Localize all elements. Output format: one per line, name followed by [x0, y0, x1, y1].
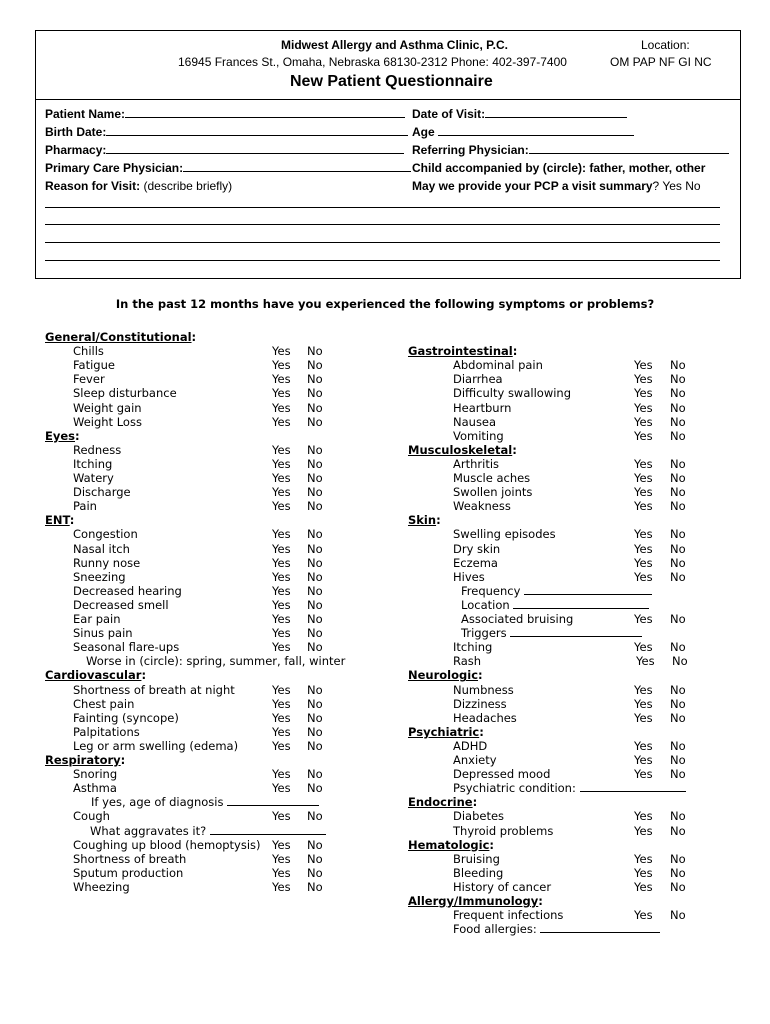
no-option[interactable]: No	[670, 879, 686, 894]
symptom-headaches: Headaches	[453, 710, 517, 725]
section-musculoskeletal-text: Musculoskeletal	[408, 442, 513, 457]
yes-option[interactable]: Yes	[634, 555, 653, 570]
yes-option[interactable]: Yes	[272, 837, 291, 852]
no-option[interactable]: No	[307, 456, 323, 471]
yes-option[interactable]: Yes	[272, 372, 291, 387]
no-option[interactable]: No	[670, 640, 686, 655]
no-option[interactable]: No	[307, 738, 323, 753]
symptom-decreased-hearing: Decreased hearing	[73, 583, 182, 598]
symptom-nausea: Nausea	[453, 414, 497, 429]
field-label: Food allergies:	[453, 922, 541, 937]
seasonal-worse-in[interactable]: Worse in (circle): spring, summer, fall, winter	[86, 654, 346, 669]
date-of-visit-blank[interactable]	[485, 107, 627, 118]
no-option[interactable]: No	[307, 851, 323, 866]
yes-option[interactable]: Yes	[272, 626, 291, 641]
pharmacy-label: Pharmacy:	[45, 143, 107, 157]
symptom-wheezing: Wheezing	[73, 879, 130, 894]
yes-option[interactable]: Yes	[272, 456, 291, 471]
no-option[interactable]: No	[670, 569, 686, 584]
page-title: New Patient Questionnaire	[290, 73, 493, 90]
child-accompanied-field[interactable]: Child accompanied by (circle): father, mother, other	[412, 161, 706, 175]
symptom-fatigue: Fatigue	[73, 358, 115, 373]
section-psychiatric-text: Psychiatric	[408, 724, 480, 739]
field-label: Frequency	[461, 583, 525, 598]
no-option[interactable]: No	[307, 442, 323, 457]
yes-option[interactable]: Yes	[634, 400, 653, 415]
birth-date-blank[interactable]	[106, 125, 408, 136]
yes-option[interactable]: Yes	[634, 767, 653, 782]
symptom-pain: Pain	[73, 499, 97, 514]
reason-line-2[interactable]	[45, 224, 720, 225]
no-option[interactable]: No	[670, 386, 686, 401]
yes-option[interactable]: Yes	[272, 541, 291, 556]
yes-option[interactable]: Yes	[272, 386, 291, 401]
no-option[interactable]: No	[307, 344, 323, 359]
section-hematologic-text: Hematologic	[408, 837, 490, 852]
no-option[interactable]: No	[307, 485, 323, 500]
reason-line-3[interactable]	[45, 242, 720, 243]
symptom-dizziness: Dizziness	[453, 696, 507, 711]
symptom-adhd: ADHD	[453, 738, 488, 753]
field-label: If yes, age of diagnosis	[91, 795, 228, 810]
no-option[interactable]: No	[307, 879, 323, 894]
no-option[interactable]: No	[672, 654, 688, 669]
birth-date-label: Birth Date:	[45, 125, 107, 139]
symptom-diabetes: Diabetes	[453, 809, 505, 824]
no-option[interactable]: No	[670, 358, 686, 373]
field-label: What aggravates it?	[90, 823, 210, 838]
symptom-fainting-syncope: Fainting (syncope)	[73, 710, 179, 725]
no-option[interactable]: No	[307, 640, 323, 655]
pharmacy-blank[interactable]	[106, 143, 404, 154]
symptom-leg-or-arm-swelling-edema: Leg or arm swelling (edema)	[73, 738, 239, 753]
no-option[interactable]: No	[670, 527, 686, 542]
yes-option[interactable]: Yes	[634, 710, 653, 725]
no-option[interactable]: No	[307, 527, 323, 542]
section-general-constitutional-text: General/Constitutional	[45, 330, 192, 344]
section-gastrointestinal-text: Gastrointestinal	[408, 344, 513, 359]
symptom-chills: Chills	[73, 344, 104, 359]
yes-option[interactable]: Yes	[272, 738, 291, 753]
symptom-cough: Cough	[73, 809, 110, 824]
colon: :	[538, 894, 543, 908]
yes-option[interactable]: Yes	[272, 442, 291, 457]
yes-option[interactable]: Yes	[634, 386, 653, 401]
symptom-frequent-infections: Frequent infections	[453, 908, 564, 923]
no-option[interactable]: No	[307, 569, 323, 584]
no-option[interactable]: No	[307, 400, 323, 415]
symptom-itching: Itching	[453, 640, 493, 655]
yes-option[interactable]: Yes	[272, 612, 291, 626]
yes-option[interactable]: Yes	[634, 372, 653, 387]
yes-option[interactable]: Yes	[634, 428, 653, 443]
yes-option[interactable]: Yes	[634, 456, 653, 471]
section-allergy-immunology	[408, 894, 543, 908]
section-endocrine	[408, 795, 477, 809]
section-neurologic-text: Neurologic	[408, 668, 479, 683]
patient-name-field[interactable]	[45, 107, 405, 121]
symptom-fever: Fever	[73, 372, 105, 387]
field-if-yes-age-of-diagnosis[interactable]	[91, 795, 319, 809]
yes-option[interactable]: Yes	[634, 753, 653, 767]
symptom-asthma: Asthma	[73, 781, 117, 796]
no-option[interactable]: No	[670, 767, 686, 782]
no-option[interactable]: No	[307, 781, 323, 796]
patient-name-label: Patient Name:	[45, 107, 126, 121]
pcp-summary-label: May we provide your PCP a visit summary	[412, 179, 653, 193]
symptom-difficulty-swallowing: Difficulty swallowing	[453, 386, 572, 401]
referring-physician-label: Referring Physician:	[412, 143, 529, 157]
location-label: Location:	[641, 38, 690, 52]
patient-name-blank[interactable]	[125, 107, 405, 118]
symptom-sneezing: Sneezing	[73, 569, 126, 584]
no-option[interactable]: No	[307, 499, 323, 514]
no-option[interactable]: No	[307, 583, 323, 598]
symptom-bruising: Bruising	[453, 851, 500, 866]
no-option[interactable]: No	[670, 400, 686, 415]
symptom-chest-pain: Chest pain	[73, 696, 135, 711]
section-neurologic	[408, 668, 483, 682]
yes-option[interactable]: Yes	[634, 414, 653, 429]
no-option[interactable]: No	[670, 541, 686, 556]
symptom-shortness-of-breath-at-night: Shortness of breath at night	[73, 682, 235, 697]
yes-option[interactable]: Yes	[272, 358, 291, 373]
no-option[interactable]: No	[307, 471, 323, 485]
field-blank[interactable]	[540, 922, 660, 933]
yes-option[interactable]: Yes	[272, 400, 291, 415]
referring-physician-field[interactable]	[412, 143, 729, 157]
no-option[interactable]: No	[670, 471, 686, 485]
yes-option[interactable]: Yes	[272, 809, 291, 824]
date-of-visit-field[interactable]	[412, 107, 627, 121]
symptom-palpitations: Palpitations	[73, 724, 140, 739]
survey-question: In the past 12 months have you experienced the following symptoms or problems?	[115, 297, 655, 311]
field-blank[interactable]	[227, 795, 319, 806]
no-option[interactable]: No	[307, 414, 323, 429]
reason-hint: (describe briefly)	[140, 179, 233, 193]
colon: :	[512, 442, 517, 457]
reason-line-1[interactable]	[45, 207, 720, 208]
yes-option[interactable]: Yes	[272, 865, 291, 880]
header-divider	[35, 99, 741, 100]
clinic-address-phone: 16945 Frances St., Omaha, Nebraska 68130-2312 Phone: 402-397-7400	[178, 55, 567, 69]
location-options: OM PAP NF GI NC	[610, 55, 712, 69]
section-allergy-immunology-text: Allergy/Immunology	[408, 894, 539, 908]
no-option[interactable]: No	[670, 865, 686, 880]
yes-option[interactable]: Yes	[634, 865, 653, 880]
section-ent	[45, 513, 74, 527]
section-ent-text: ENT	[45, 513, 70, 528]
no-option[interactable]: No	[307, 696, 323, 711]
symptom-depressed-mood: Depressed mood	[453, 767, 551, 782]
no-option[interactable]: No	[670, 696, 686, 711]
section-respiratory-text: Respiratory	[45, 753, 121, 767]
colon: :	[478, 668, 483, 683]
yes-option[interactable]: Yes	[272, 879, 291, 894]
yes-option[interactable]: Yes	[634, 696, 653, 711]
yes-option[interactable]: Yes	[634, 851, 653, 866]
no-option[interactable]: No	[307, 724, 323, 739]
field-triggers[interactable]	[461, 626, 642, 640]
symptom-ear-pain: Ear pain	[73, 612, 121, 626]
yes-option[interactable]: Yes	[272, 767, 291, 782]
symptom-abdominal-pain: Abdominal pain	[453, 358, 543, 373]
yes-option[interactable]: Yes	[272, 696, 291, 711]
yes-option[interactable]: Yes	[272, 555, 291, 570]
field-blank[interactable]	[524, 584, 652, 595]
yes-option[interactable]: Yes	[272, 527, 291, 542]
yes-option[interactable]: Yes	[634, 358, 653, 373]
yes-option[interactable]: Yes	[272, 344, 291, 359]
no-option[interactable]: No	[307, 597, 323, 612]
yes-option[interactable]: Yes	[272, 569, 291, 584]
age-blank[interactable]	[438, 125, 634, 136]
no-option[interactable]: No	[307, 612, 323, 626]
colon: :	[75, 428, 80, 443]
field-blank[interactable]	[510, 626, 642, 637]
symptom-diarrhea: Diarrhea	[453, 372, 503, 387]
field-location[interactable]	[461, 598, 649, 612]
section-musculoskeletal	[408, 443, 517, 457]
yes-option[interactable]: Yes	[272, 485, 291, 500]
section-cardiovascular	[45, 668, 146, 682]
symptom-sleep-disturbance: Sleep disturbance	[73, 386, 177, 401]
yes-option[interactable]: Yes	[634, 541, 653, 556]
symptom-redness: Redness	[73, 442, 122, 457]
symptom-eczema: Eczema	[453, 555, 498, 570]
yes-option[interactable]: Yes	[634, 738, 653, 753]
symptom-hives: Hives	[453, 569, 485, 584]
yes-option[interactable]: Yes	[634, 640, 653, 655]
symptom-associated-bruising: Associated bruising	[461, 612, 574, 626]
no-option[interactable]: No	[670, 428, 686, 443]
no-option[interactable]: No	[307, 809, 323, 824]
symptom-sinus-pain: Sinus pain	[73, 626, 133, 641]
section-respiratory	[45, 753, 125, 767]
yes-option[interactable]: Yes	[634, 823, 653, 838]
no-option[interactable]: No	[670, 809, 686, 824]
field-frequency[interactable]	[461, 584, 652, 598]
symptom-vomiting: Vomiting	[453, 428, 504, 443]
yes-option[interactable]: Yes	[272, 640, 291, 655]
symptom-swollen-joints: Swollen joints	[453, 485, 533, 500]
section-endocrine-text: Endocrine	[408, 795, 473, 810]
field-label: Location	[461, 597, 514, 612]
section-eyes	[45, 429, 80, 443]
symptom-runny-nose: Runny nose	[73, 555, 141, 570]
symptom-seasonal-flare-ups: Seasonal flare-ups	[73, 640, 180, 655]
clinic-name: Midwest Allergy and Asthma Clinic, P.C.	[281, 38, 508, 52]
field-what-aggravates-it[interactable]	[90, 824, 326, 838]
yes-option[interactable]: Yes	[272, 583, 291, 598]
age-field[interactable]	[412, 125, 634, 139]
symptom-itching: Itching	[73, 456, 113, 471]
colon: :	[436, 513, 441, 528]
no-option[interactable]: No	[670, 372, 686, 387]
symptom-bleeding: Bleeding	[453, 865, 504, 880]
colon: :	[489, 837, 495, 852]
symptom-coughing-up-blood-hemoptysis: Coughing up blood (hemoptysis)	[73, 837, 261, 852]
reason-label: Reason for Visit:	[45, 179, 141, 193]
no-option[interactable]: No	[670, 710, 686, 725]
symptom-decreased-smell: Decreased smell	[73, 597, 169, 612]
field-psychiatric-condition[interactable]	[453, 781, 686, 795]
symptom-anxiety: Anxiety	[453, 753, 497, 767]
field-blank[interactable]	[210, 824, 326, 835]
field-food-allergies[interactable]	[453, 922, 660, 936]
no-option[interactable]: No	[307, 767, 323, 782]
yes-option[interactable]: Yes	[634, 569, 653, 584]
yes-option[interactable]: Yes	[272, 781, 291, 796]
no-option[interactable]: No	[670, 499, 686, 514]
no-option[interactable]: No	[307, 865, 323, 880]
pharmacy-field[interactable]	[45, 143, 404, 157]
colon: :	[141, 668, 147, 683]
no-option[interactable]: No	[307, 386, 323, 401]
yes-option[interactable]: Yes	[272, 682, 291, 697]
symptom-arthritis: Arthritis	[453, 456, 500, 471]
no-option[interactable]: No	[670, 753, 686, 767]
no-option[interactable]: No	[307, 372, 323, 387]
symptom-watery: Watery	[73, 471, 114, 485]
colon: :	[479, 724, 484, 739]
referring-physician-blank[interactable]	[529, 143, 729, 154]
yes-option[interactable]: Yes	[634, 682, 653, 697]
yes-option[interactable]: Yes	[272, 724, 291, 739]
colon: :	[120, 753, 126, 767]
section-hematologic	[408, 838, 494, 852]
symptom-muscle-aches: Muscle aches	[453, 471, 531, 485]
section-skin	[408, 513, 441, 527]
primary-care-label: Primary Care Physician:	[45, 161, 184, 175]
field-label: Psychiatric condition:	[453, 781, 580, 796]
yes-option[interactable]: Yes	[636, 654, 655, 669]
no-option[interactable]: No	[670, 738, 686, 753]
section-psychiatric	[408, 725, 484, 739]
no-option[interactable]: No	[670, 823, 686, 838]
no-option[interactable]: No	[670, 612, 686, 626]
yes-option[interactable]: Yes	[634, 485, 653, 500]
no-option[interactable]: No	[307, 682, 323, 697]
symptom-nasal-itch: Nasal itch	[73, 541, 130, 556]
no-option[interactable]: No	[307, 555, 323, 570]
no-option[interactable]: No	[670, 456, 686, 471]
symptom-swelling-episodes: Swelling episodes	[453, 527, 556, 542]
colon: :	[472, 795, 478, 810]
no-option[interactable]: No	[307, 358, 323, 373]
yes-option[interactable]: Yes	[634, 908, 653, 923]
colon: :	[512, 344, 518, 359]
yes-option[interactable]: Yes	[272, 414, 291, 429]
yes-option[interactable]: Yes	[634, 809, 653, 824]
primary-care-blank[interactable]	[183, 161, 411, 172]
symptom-dry-skin: Dry skin	[453, 541, 501, 556]
pcp-summary-field[interactable]	[412, 179, 701, 193]
yes-option[interactable]: Yes	[272, 851, 291, 866]
age-label: Age	[412, 125, 435, 139]
no-option[interactable]: No	[670, 851, 686, 866]
reason-for-visit	[45, 179, 232, 193]
field-label: Triggers	[461, 626, 511, 641]
section-general-constitutional	[45, 330, 196, 344]
yes-option[interactable]: Yes	[634, 612, 653, 626]
yes-option[interactable]: Yes	[272, 710, 291, 725]
no-option[interactable]: No	[670, 682, 686, 697]
yes-option[interactable]: Yes	[634, 471, 653, 485]
no-option[interactable]: No	[307, 837, 323, 852]
primary-care-field[interactable]	[45, 161, 411, 175]
date-of-visit-label: Date of Visit:	[412, 107, 486, 121]
section-gastrointestinal	[408, 344, 517, 358]
section-cardiovascular-text: Cardiovascular	[45, 668, 142, 683]
field-blank[interactable]	[513, 598, 649, 609]
no-option[interactable]: No	[670, 485, 686, 500]
symptom-snoring: Snoring	[73, 767, 118, 782]
yes-option[interactable]: Yes	[272, 499, 291, 514]
no-option[interactable]: No	[307, 710, 323, 725]
symptom-numbness: Numbness	[453, 682, 514, 697]
colon: :	[191, 330, 197, 344]
reason-line-4[interactable]	[45, 260, 720, 261]
pcp-summary-options[interactable]: ? Yes No	[652, 179, 701, 193]
symptom-discharge: Discharge	[73, 485, 131, 500]
yes-option[interactable]: Yes	[634, 527, 653, 542]
no-option[interactable]: No	[670, 555, 686, 570]
symptom-history-of-cancer: History of cancer	[453, 879, 552, 894]
section-skin-text: Skin	[408, 513, 437, 528]
no-option[interactable]: No	[670, 908, 686, 923]
yes-option[interactable]: Yes	[634, 499, 653, 514]
section-eyes-text: Eyes	[45, 428, 75, 443]
no-option[interactable]: No	[307, 541, 323, 556]
no-option[interactable]: No	[670, 414, 686, 429]
yes-option[interactable]: Yes	[634, 879, 653, 894]
yes-option[interactable]: Yes	[272, 597, 291, 612]
symptom-shortness-of-breath: Shortness of breath	[73, 851, 187, 866]
no-option[interactable]: No	[307, 626, 323, 641]
birth-date-field[interactable]	[45, 125, 408, 139]
symptom-congestion: Congestion	[73, 527, 138, 542]
symptom-heartburn: Heartburn	[453, 400, 512, 415]
yes-option[interactable]: Yes	[272, 471, 291, 485]
symptom-weight-gain: Weight gain	[73, 400, 142, 415]
colon: :	[69, 513, 75, 528]
field-blank[interactable]	[580, 781, 686, 792]
symptom-weakness: Weakness	[453, 499, 511, 514]
symptom-rash: Rash	[453, 654, 482, 669]
symptom-sputum-production: Sputum production	[73, 865, 184, 880]
symptom-weight-loss: Weight Loss	[73, 414, 142, 429]
symptom-thyroid-problems: Thyroid problems	[453, 823, 554, 838]
